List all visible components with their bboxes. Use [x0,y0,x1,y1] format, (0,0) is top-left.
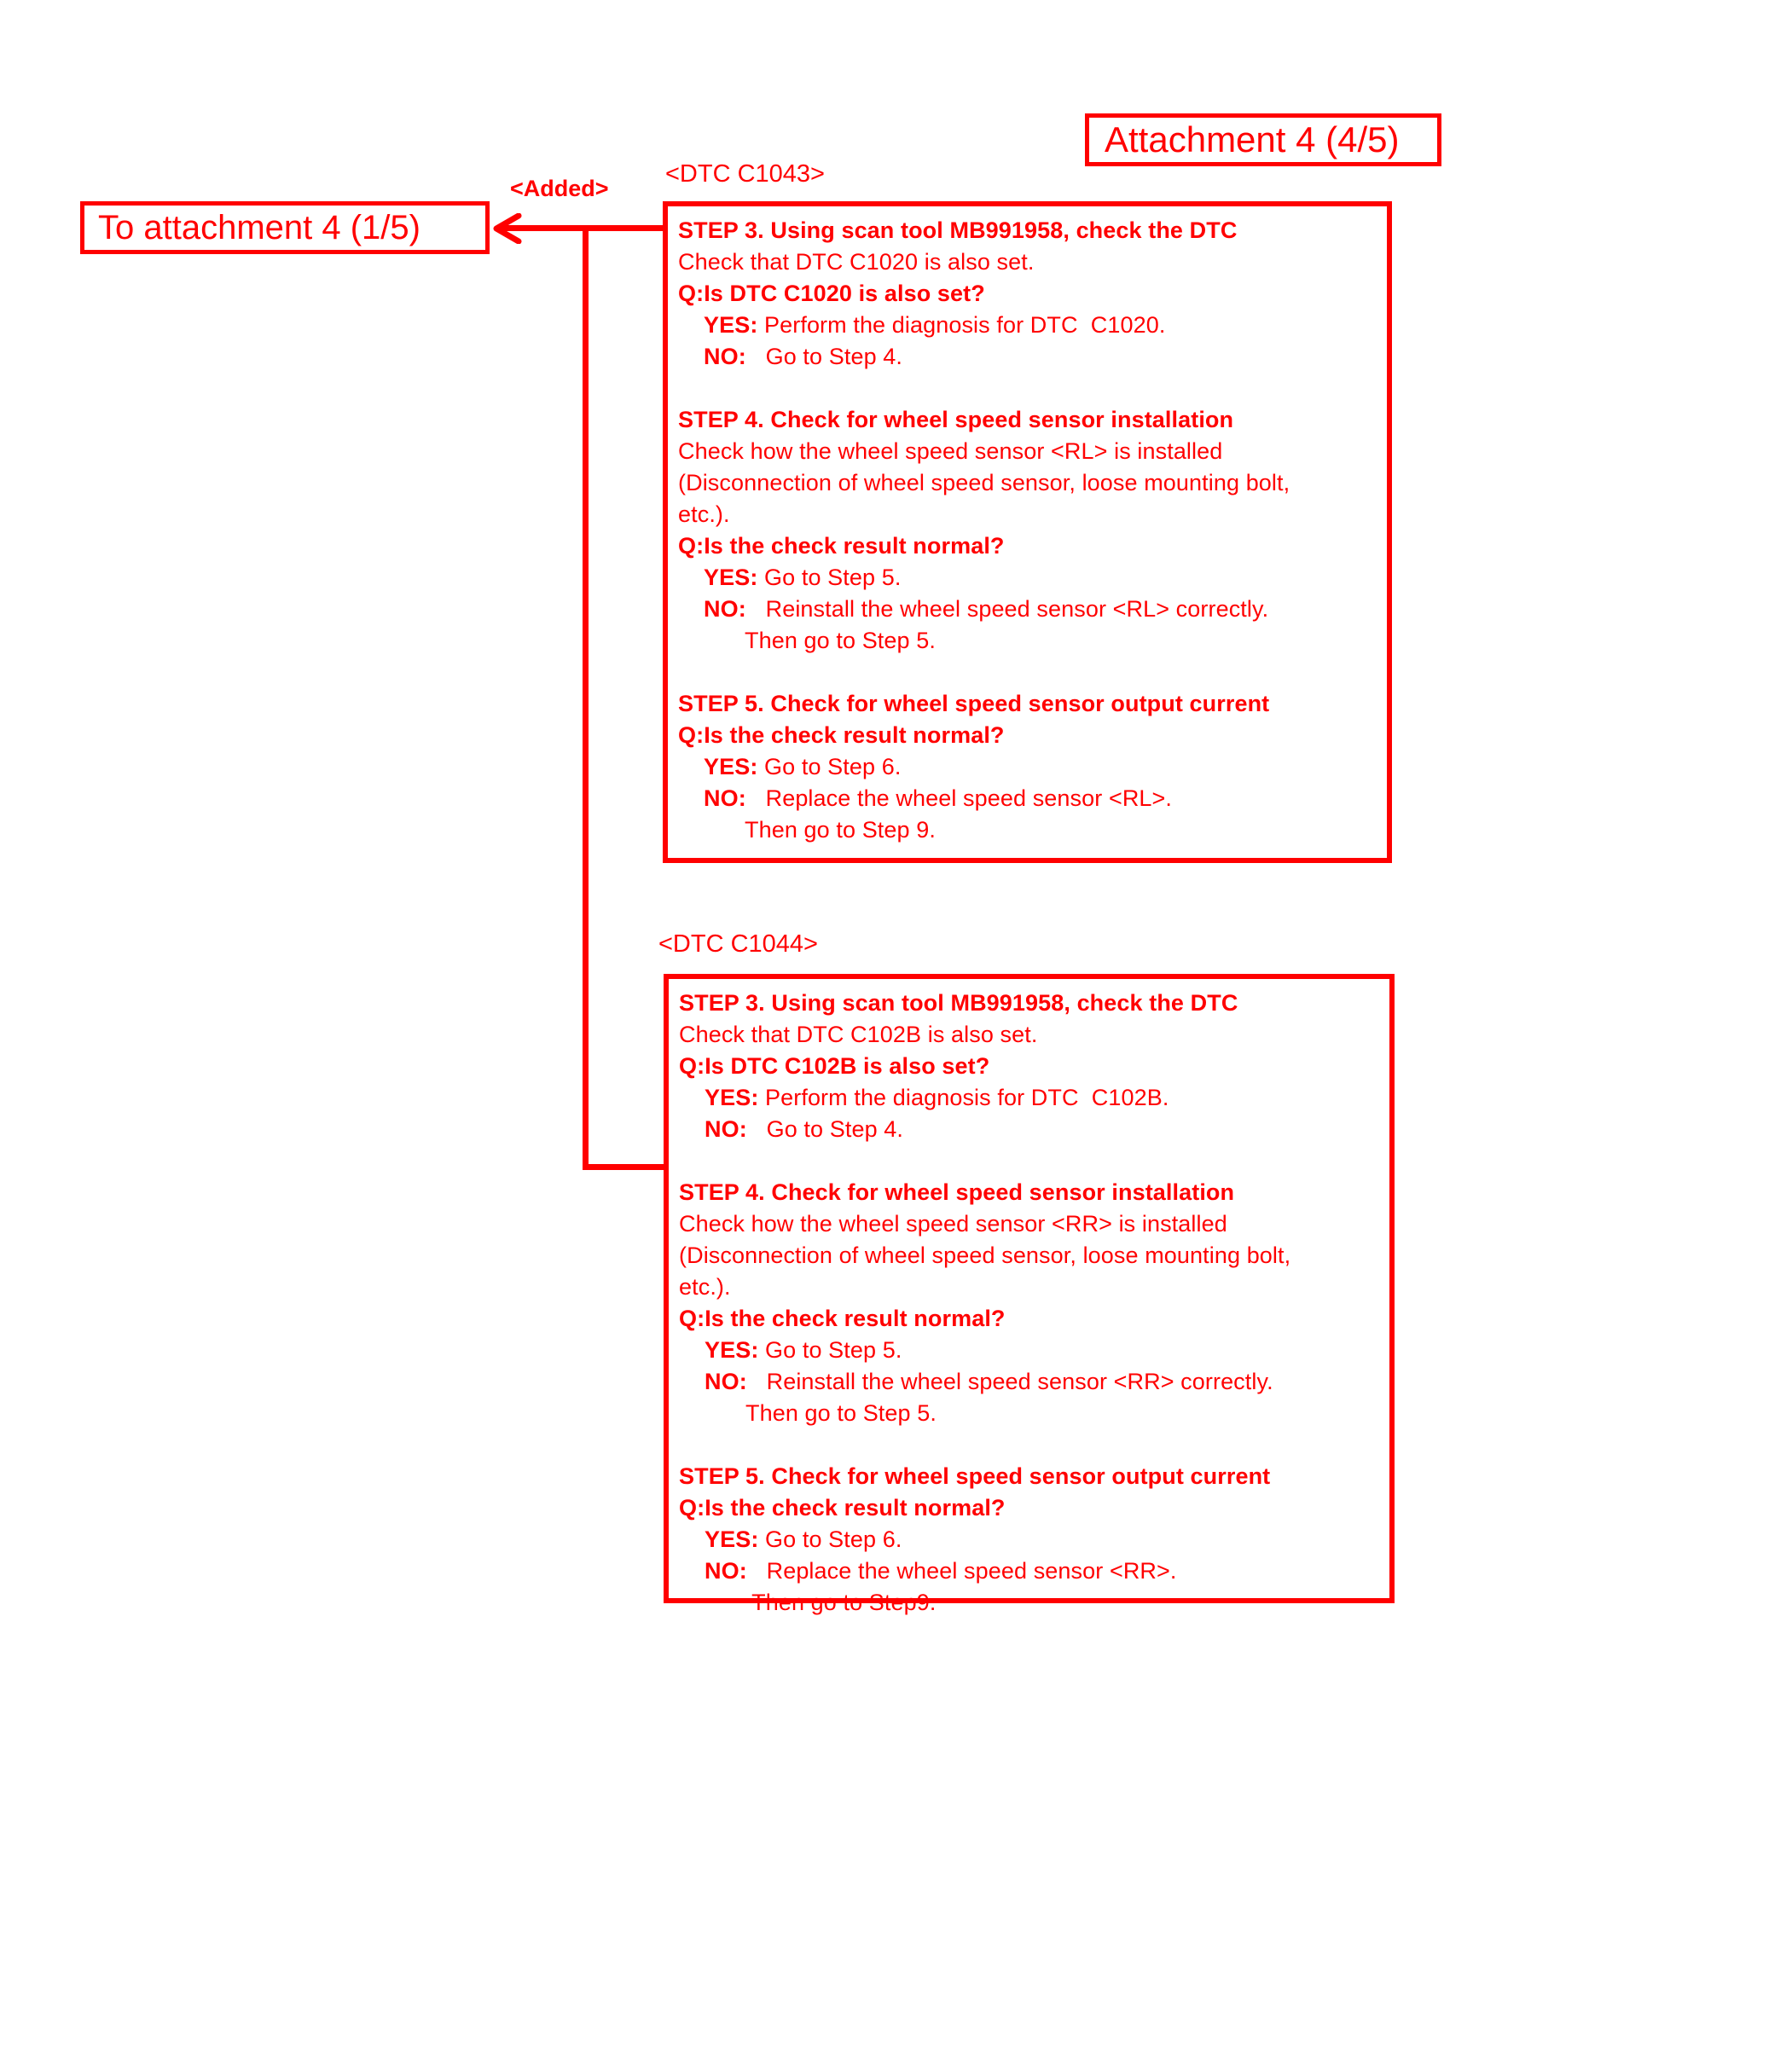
step-text-line: Check that DTC C102B is also set. [679,1022,1038,1047]
step-text-line: STEP 4. Check for wheel speed sensor installation [679,1179,1235,1205]
diagnostic-step-box-c1043 [663,201,1392,863]
step-text-line [679,1114,1389,1145]
step-text-line: Then go to Step 5. [745,1400,937,1426]
answer-key-label: YES: [704,754,758,779]
step-text-line: (Disconnection of wheel speed sensor, loose mounting bolt, [679,1243,1291,1268]
spacer-line [679,1429,1389,1461]
attachment-header-label: Attachment 4 (4/5) [1105,119,1400,159]
answer-key-label: YES: [704,565,758,590]
answer-text: Go to Step 6. [758,1526,902,1552]
diagnostic-step-box-c1044 [664,974,1395,1615]
step-text-line: Then go to Step 5. [745,628,936,653]
step-text-line: Q:Is the check result normal? [679,1306,1006,1331]
step-text-line: (Disconnection of wheel speed sensor, loose mounting bolt, [678,470,1290,495]
dtc-caption-c1044: <DTC C1044> [658,930,818,958]
step-text-line: Q:Is the check result normal? [678,722,1005,748]
step-text-line: STEP 3. Using scan tool MB991958, check the DTC [679,990,1238,1016]
to-attachment-label: To attachment 4 (1/5) [98,209,420,246]
step-text-line [678,310,1387,341]
answer-text: Go to Step 5. [758,1337,902,1363]
step-text-line: Then go to Step9. [745,1590,937,1615]
answer-text: Reinstall the wheel speed sensor <RR> correctly. [746,1369,1273,1394]
answer-key-label: NO: [705,1369,747,1394]
step-text-line: Check how the wheel speed sensor <RR> is installed [679,1211,1227,1237]
step-text-line: STEP 5. Check for wheel speed sensor output current [679,1463,1271,1489]
step-text-line: Q:Is the check result normal? [679,1495,1006,1521]
step-text-line [679,1524,1389,1555]
dtc-caption-c1043: <DTC C1043> [665,160,825,188]
spacer-line [678,657,1387,688]
answer-text: Go to Step 4. [746,1116,904,1142]
answer-key-label: YES: [705,1337,759,1363]
step-text-line: etc.). [678,501,730,527]
step-text-line: Then go to Step 9. [745,817,936,843]
step-text-line: Q:Is DTC C1020 is also set? [678,281,985,306]
answer-text: Perform the diagnosis for DTC C1020. [757,312,1166,338]
answer-text: Reinstall the wheel speed sensor <RL> correctly. [745,596,1269,622]
step-text-line: Q:Is DTC C102B is also set? [679,1053,990,1079]
step-text-line: Check that DTC C1020 is also set. [678,249,1035,275]
spacer-line [678,373,1387,404]
answer-text: Perform the diagnosis for DTC C102B. [758,1085,1169,1110]
added-annotation-label: <Added> [510,176,609,201]
answer-key-label: NO: [704,596,746,622]
step-text-line [678,751,1387,783]
step-text-line: STEP 3. Using scan tool MB991958, check the DTC [678,217,1238,243]
step-text-line [679,1555,1389,1587]
answer-key-label: YES: [705,1085,759,1110]
answer-key-label: NO: [704,344,746,369]
answer-key-label: NO: [704,785,746,811]
spacer-line [679,1145,1389,1177]
answer-text: Go to Step 5. [757,565,902,590]
step-text-line [678,562,1387,594]
to-attachment-box [80,201,490,254]
step-text-line: Q:Is the check result normal? [678,533,1005,559]
step-text-line [678,594,1387,625]
answer-key-label: NO: [705,1116,747,1142]
step-text-line [678,341,1387,373]
answer-text: Go to Step 6. [757,754,902,779]
step-text-line [679,1082,1389,1114]
answer-text: Replace the wheel speed sensor <RL>. [745,785,1173,811]
step-text-line: Check how the wheel speed sensor <RL> is installed [678,438,1223,464]
step-text-line [679,1366,1389,1398]
attachment-header-box [1085,113,1441,166]
connector-line-vertical [583,225,589,1170]
arrow-left-icon [493,213,522,244]
answer-text: Go to Step 4. [745,344,903,369]
answer-key-label: YES: [705,1526,759,1552]
step-text-line: STEP 4. Check for wheel speed sensor installation [678,407,1234,432]
step-text-line [678,783,1387,814]
connector-line-bottom [583,1164,667,1170]
step-text-line: etc.). [679,1274,731,1300]
step-text-line: STEP 5. Check for wheel speed sensor output current [678,691,1270,716]
answer-key-label: YES: [704,312,758,338]
answer-text: Replace the wheel speed sensor <RR>. [746,1558,1177,1584]
step-text-line [679,1335,1389,1366]
answer-key-label: NO: [705,1558,747,1584]
